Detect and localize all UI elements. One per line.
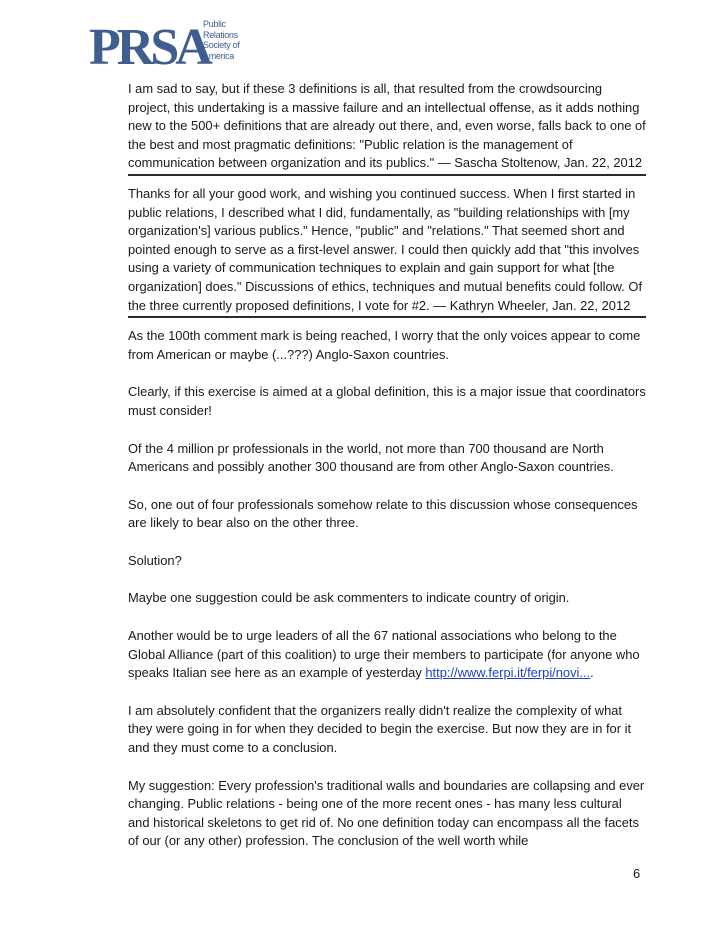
paragraph: Clearly, if this exercise is aimed at a global definition, this is a major issue that coordinators must consider! [128,384,646,418]
comment-sascha-stoltenow [128,80,646,176]
prsa-logo [89,10,259,80]
document-body [128,80,646,851]
logo-tagline-line: Relations [203,29,238,40]
logo-tagline-line: Public [203,19,226,29]
comment-kathryn-wheeler [128,185,646,318]
paragraph: I am absolutely confident that the organizers really didn't realize the complexity of what they were going in for when they decided to begin the exercise. But now they are in for it and they must come to a conclusion. [128,702,632,756]
logo-tagline-line: Society of [203,40,240,50]
paragraph: My suggestion: Every profession's traditional walls and boundaries are collapsing and ever changing. Public relations - being one of the more recent ones - has many less cultural and historical skeletons to get rid of. No one definition today can encompass all the facets of our (or any other) profession. The conclusion of the well worth while [128,777,645,849]
paragraph: Maybe one suggestion could be ask commenters to indicate country of origin. [128,590,570,606]
logo-mark: PRSA [89,19,209,76]
paragraph: Of the 4 million pr professionals in the world, not more than 700 thousand are North Americans and possibly another 300 thousand are from other Anglo-Saxon countries. [128,440,614,475]
logo-tagline-line: America [203,50,234,61]
ferpi-link[interactable]: http://www.ferpi.it/ferpi/novi... [425,665,591,681]
comment-text: I am sad to say, but if these 3 definitions is all, that resulted from the crowdsourcing project, this undertaking is a massive failure and an intellectual offense, as it adds nothing new to the 500+ definitions that are already out there, and, even worse, falls back to one of the best and most pragmatic definitions: "Public relation is the management of communication between organization and its publics." — Sascha Stoltenow, Jan. 22, 2012 [128,81,646,171]
paragraph-text-end: . [590,665,594,681]
paragraph: Solution? [128,552,182,568]
comment-third [128,327,646,851]
paragraph: So, one out of four professionals somehow relate to this discussion whose consequences are likely to bear also on the other three. [128,496,638,531]
logo-tagline [203,19,259,61]
paragraph: As the 100th comment mark is being reached, I worry that the only voices appear to come from American or maybe (...???) Anglo-Saxon countries. [128,328,641,362]
paragraph-with-link [128,627,646,683]
page-number: 6 [633,866,641,881]
paragraph-text: Another would be to urge leaders of all the 67 national associations who belong to the Global Alliance (part of this coalition) to urge their members to participate (for anyone who speaks Italian see here as an example of yesterday [128,628,640,681]
comment-text: Thanks for all your good work, and wishing you continued success. When I first started in public relations, I described what I did, fundamentally, as "building relationships with [my organization's] various publics." Hence, "public" and "relations." That seemed short and pointed enough to serve as a first-level answer. I could then quickly add that "this involves using a variety of communication techniques to explain and gain support for what [the organization] does." Discussions of ethics, techniques and mutual benefits could follow. Of the three currently proposed definitions, I vote for #2. — Kathryn Wheeler, Jan. 22, 2012 [128,185,643,313]
